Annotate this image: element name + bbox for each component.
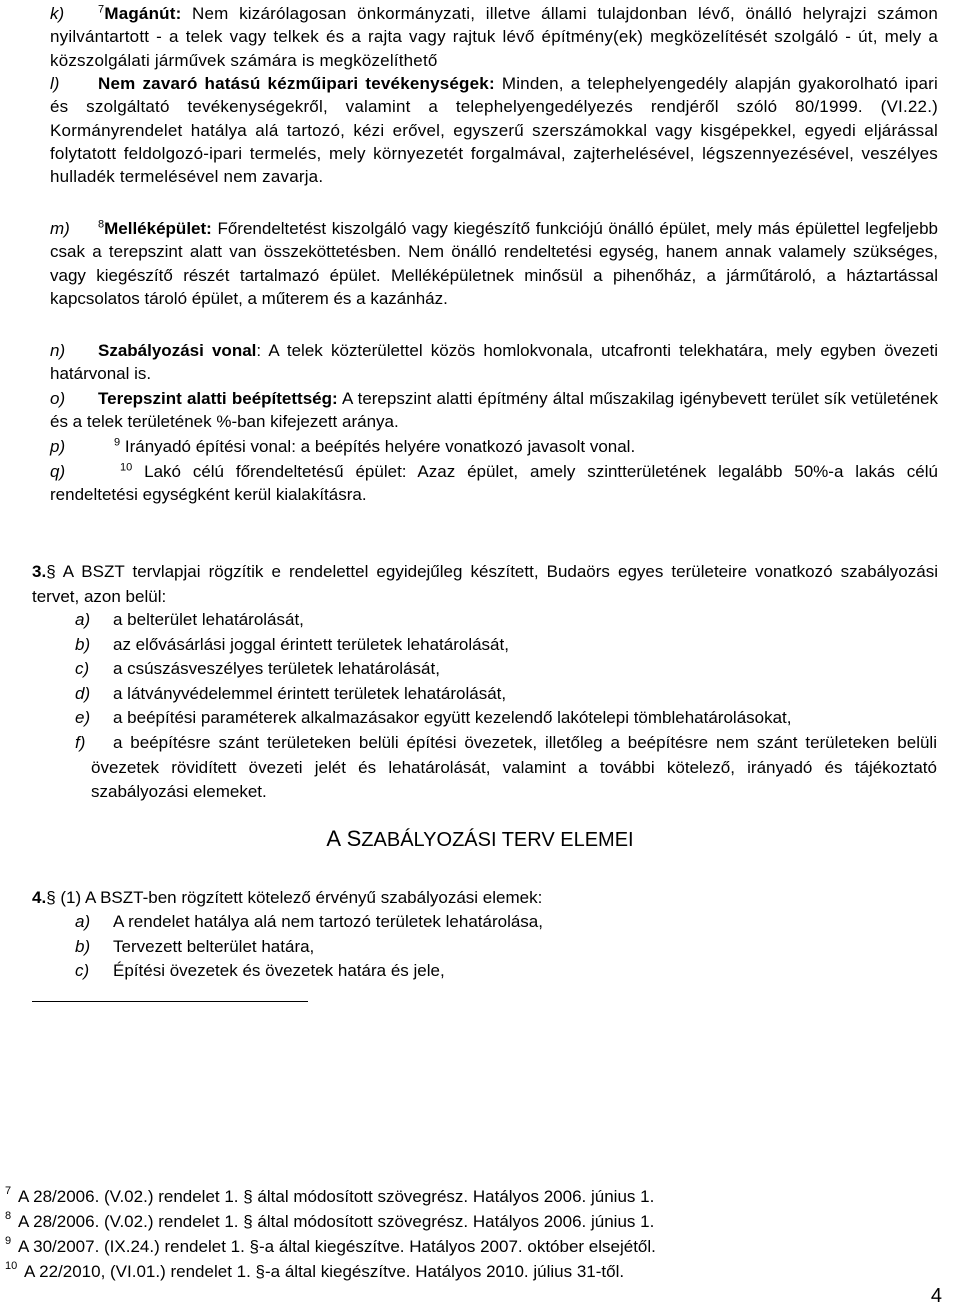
list-letter: f) [75,732,86,752]
footnote-ref[interactable]: 7 [98,3,105,16]
definition-letter: o) [50,389,66,408]
definition-k [50,2,938,72]
definition-text: Lakó célú főrendeltetésű épület: Azaz épület, amely szintterületének legalább 50%-a lakás célú rendeltetési egységként kerül kialakításra. [50,462,938,505]
list-item [75,657,937,682]
definition-term: Nem zavaró hatású kézműipari tevékenységek: [98,74,495,93]
section-text: A BSZT tervlapjai rögzítik e rendelettel egyidejűleg készített, Budaörs egyes területeire vonatkozó szabályozási tervet, azon belül: [32,562,938,606]
list-item [75,682,937,707]
list-letter: b) [75,936,91,956]
definition-letter: k) [50,4,65,23]
paragraph-symbol: § [46,888,56,907]
footnote-number: 9 [5,1235,12,1247]
list-text: Építési övezetek és övezetek határa és jele, [113,961,445,981]
section-number: 3. [32,562,47,581]
list-letter: a) [75,912,91,931]
definition-text: Irányadó építési vonal: a beépítés helyére vonatkozó javasolt vonal. [124,437,636,456]
list-letter: a) [75,610,91,629]
definition-term: Szabályozási vonal [98,341,257,360]
definition-term: Magánút: [104,4,182,23]
definition-letter: p) [50,437,66,456]
list-letter: e) [75,708,91,728]
definition-text: Főrendeltetést kiszolgáló vagy kiegészítő funkciójú önálló épület, mely más épülettel legfeljebb csak a terepszint alatt van összeköttetésben. Nem önálló rendeltetési egység, hanem annak valamely szükséges, vagy kiegészítő részét tartalmazó épület. Melléképületnek minősül a pihenőház, a járműtároló, a háztartással kapcsolatos tároló épület, a műterem és a kazánház. [50,219,938,308]
list-letter: c) [75,961,90,981]
list-letter: c) [75,659,90,679]
heading-initial-s: S [346,826,362,851]
definition-text: Nem kizárólagosan önkormányzati, illetve állami tulajdonban lévő, önálló helyrajzi számon nyilvántartott - a telek vagy telkek és a rajta vagy rajtuk lévő építmény(ek) megközelítését szolgáló - út, mely a közszolgálati járművek számára is megközelíthető [50,4,938,70]
footnote-ref[interactable]: 8 [98,218,105,231]
list-letter: b) [75,634,91,654]
list-item [75,608,937,633]
footnote-number: 7 [5,1185,12,1197]
section-text: (1) A BSZT-ben rögzített kötelező érvényű szabályozási elemek: [60,888,543,907]
list-item [75,731,937,805]
footnote-ref[interactable]: 10 [120,461,133,474]
definition-text: A terepszint alatti építmény által műszakilag igénybevett terület sík vetületének és a telek területének %-ban kifejezett aránya. [50,389,938,432]
footnote-number: 8 [5,1210,12,1222]
section-number: 4. [32,888,47,907]
list-item [75,935,937,960]
definition-text: Minden, a telephelyengedély alapján gyakorolható ipari és szolgáltató tevékenységekről, valamint a telephelyengedélyezés rendjéről szóló 80/1999. (VI.22.) Kormányrendelet hatálya alá tartozó, kézi erővel, egyszerű szerszámokkal vagy kisgépekkel, egyedi eljárással folytatott feldolgozó-ipari termelés, mely környezetét forgalmával, zajterhelésével, légszennyezésével, veszélyes hulladék termelésével nem zavarja. [50,74,938,187]
definition-letter: q) [50,462,66,481]
paragraph-symbol: § [46,562,56,581]
definition-q [50,460,938,507]
list-text: a beépítésre szánt területeken belüli építési övezetek, illetőleg a beépítésre nem szánt területeken belüli övezetek rövidített övezeti jelét és lehatárolását, valamint a további kötelező, irányadó és tájékoztató szabályozási elemeket. [91,732,937,802]
list-item [75,910,937,935]
definition-n [50,339,938,386]
definition-term: Melléképület: [104,219,212,238]
footnote-separator [32,1001,308,1002]
definition-letter: m) [50,219,70,238]
definition-text: : A telek közterülettel közös homlokvonala, utcafronti telekhatára, mely egyben övezeti határvonal is. [50,341,938,384]
footnote-ref[interactable]: 9 [114,436,121,449]
definition-letter: n) [50,341,66,360]
definition-o [50,387,938,434]
definition-m [50,217,938,310]
section-3 [32,560,938,609]
list-item [75,959,937,984]
definition-letter: l) [50,74,60,93]
list-text: Tervezett belterület határa, [113,936,315,956]
section-3-list [75,608,937,805]
heading-text: ZABÁLYOZÁSI TERV ELEMEI [361,829,634,851]
definition-term: Terepszint alatti beépítettség: [98,389,338,408]
list-text: a beépítési paraméterek alkalmazásakor együtt kezelendő lakótelepi tömblehatárolásokat, [113,708,792,728]
definition-p [50,435,938,458]
list-letter: d) [75,683,91,703]
footnote-text: A 28/2006. (V.02.) rendelet 1. § által módosított szövegrész. Hatályos 2006. június 1. [18,1212,655,1231]
footnote-number: 10 [5,1260,18,1272]
list-item [75,706,937,731]
list-text: a belterület lehatárolását, [113,610,304,629]
footnote-text: A 22/2010, (VI.01.) rendelet 1. §-a által kiegészítve. Hatályos 2010. július 31-től. [24,1262,625,1281]
definition-l [50,72,938,188]
list-text: az elővásárlási joggal érintett területek lehatárolását, [113,634,509,654]
footnote-text: A 30/2007. (IX.24.) rendelet 1. §-a által kiegészítve. Hatályos 2007. október elsejétől. [18,1237,656,1256]
section-heading [0,826,960,852]
footnote-text: A 28/2006. (V.02.) rendelet 1. § által módosított szövegrész. Hatályos 2006. június 1. [18,1187,655,1206]
section-4-list [75,910,937,984]
list-item [75,633,937,658]
page-number: 4 [930,1285,942,1307]
section-4 [32,886,938,911]
list-text: A rendelet hatálya alá nem tartozó területek lehatárolása, [113,912,543,931]
list-text: a látványvédelemmel érintett területek lehatárolását, [113,683,507,703]
heading-initial: A [326,826,342,851]
list-text: a csúszásveszélyes területek lehatárolását, [113,659,440,679]
